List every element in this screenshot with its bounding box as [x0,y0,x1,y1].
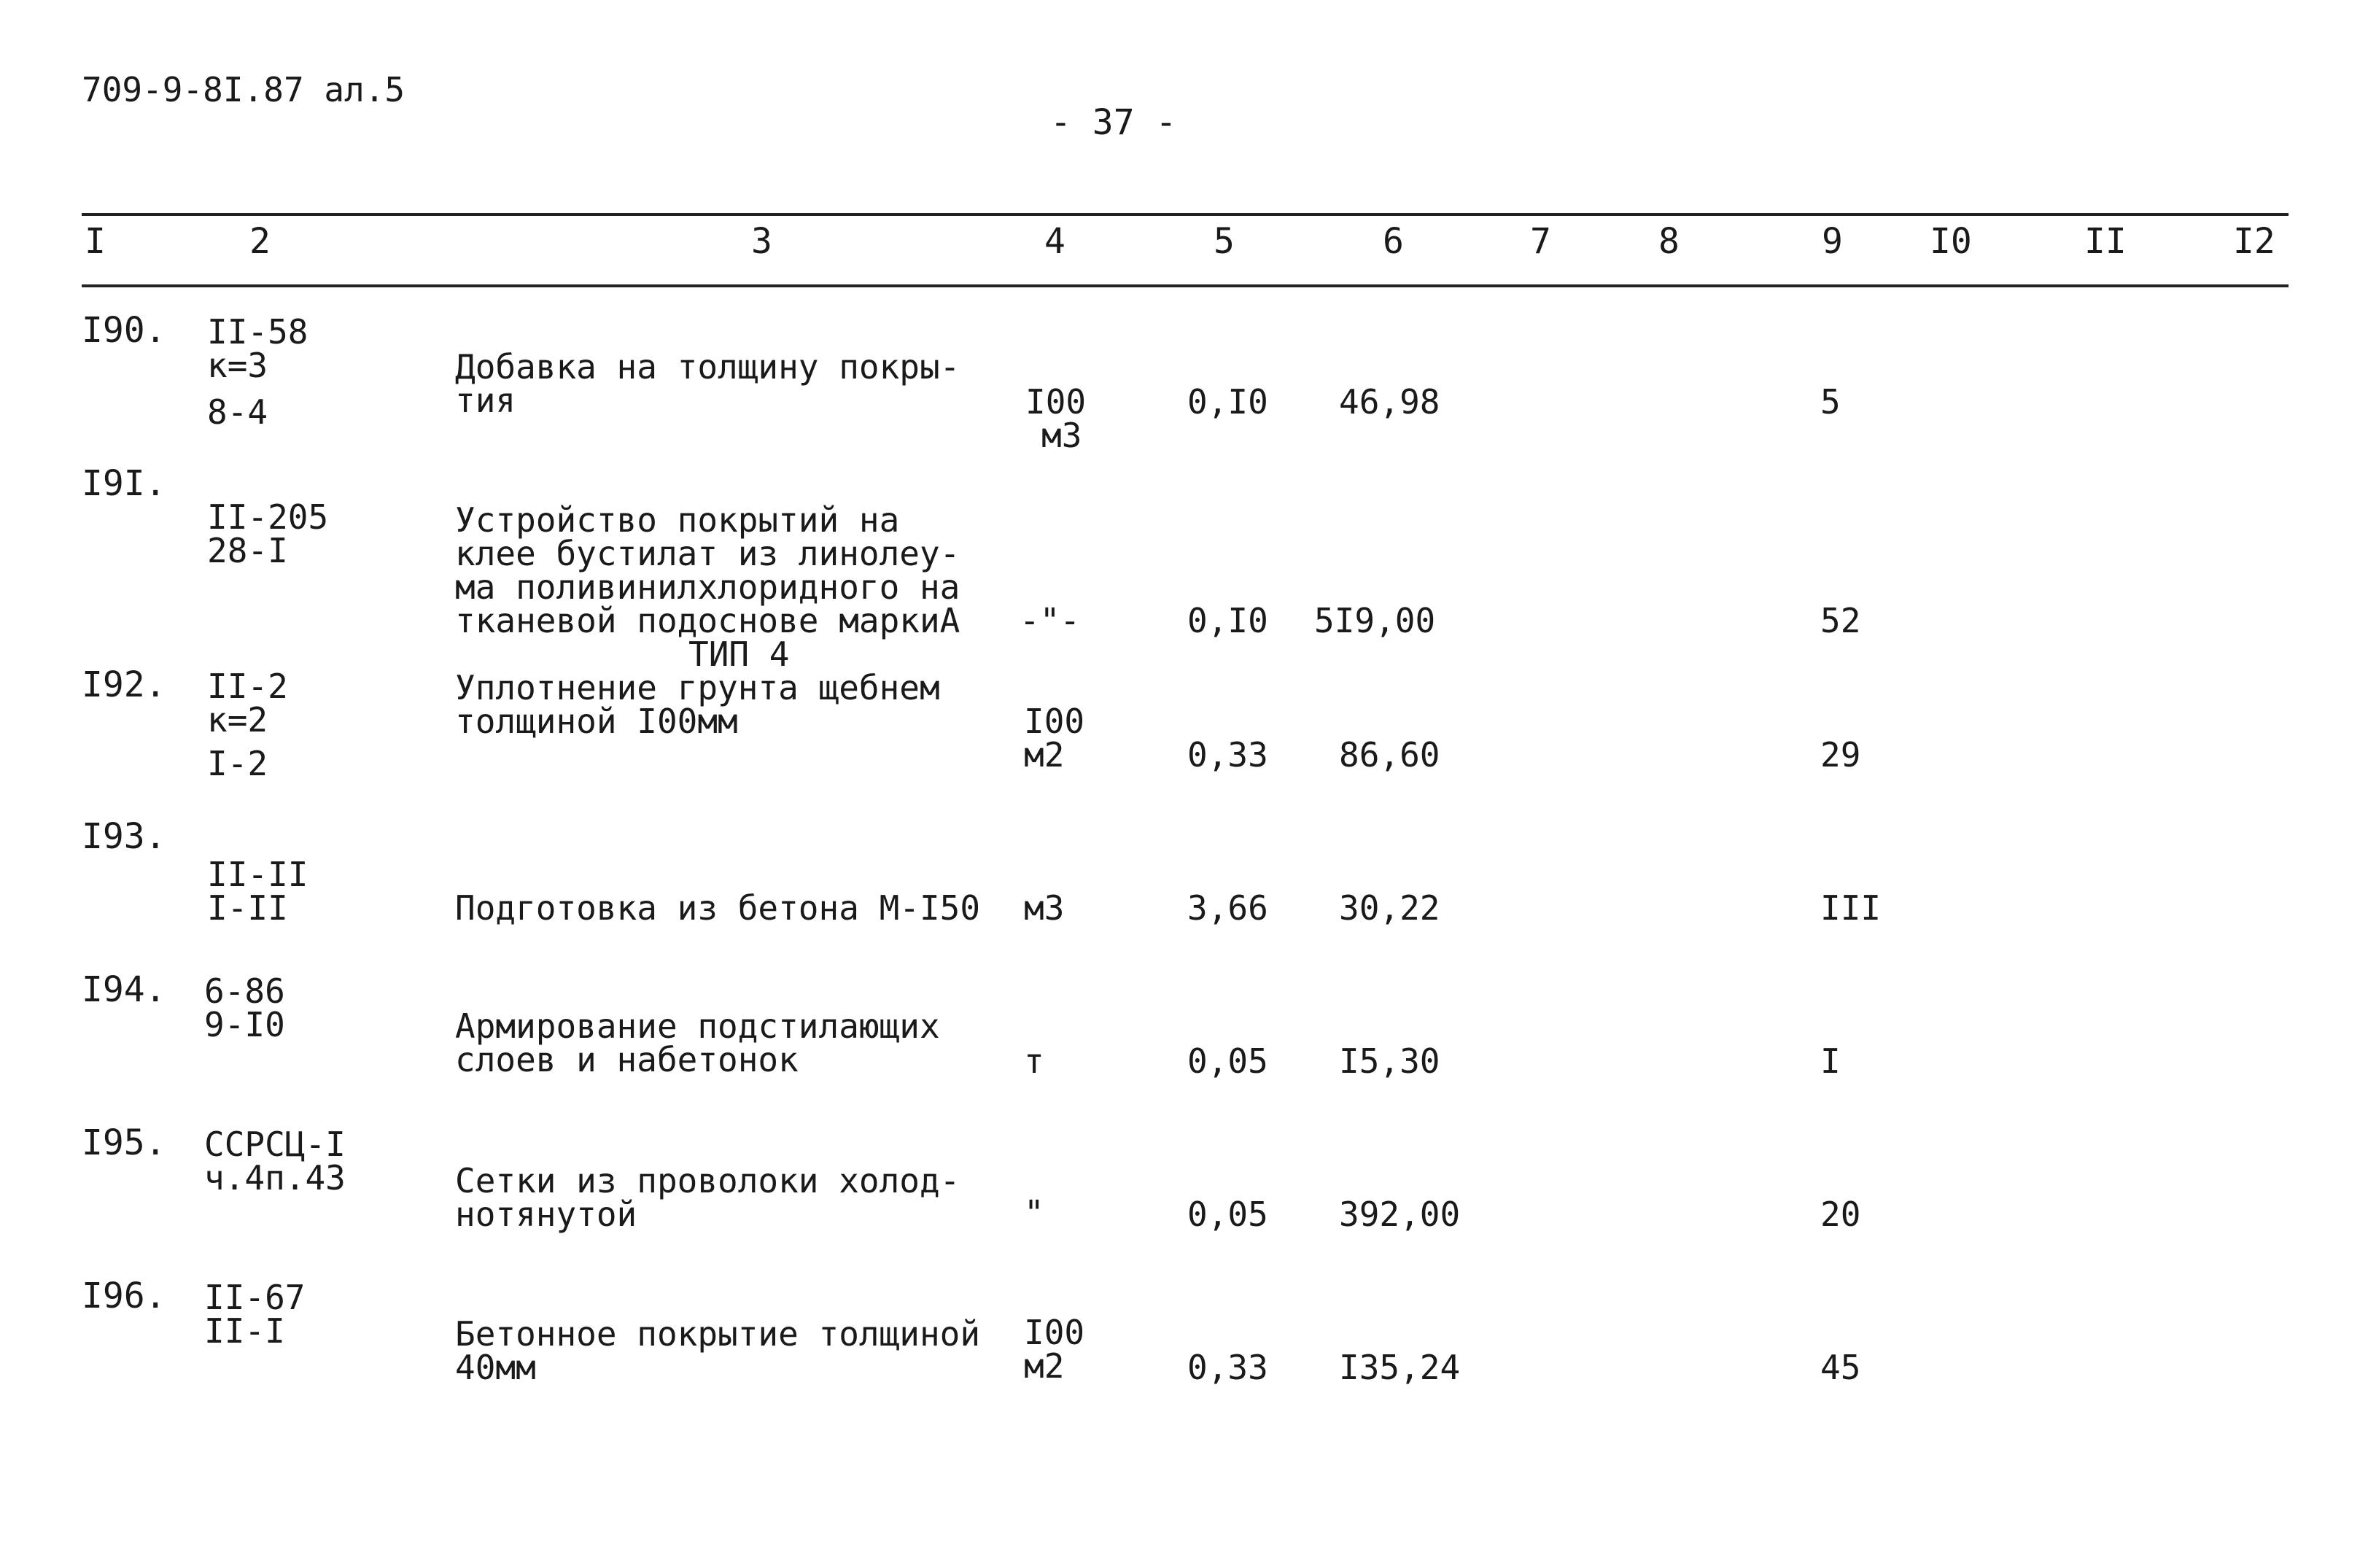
row-price: 46,98 [1339,382,1440,422]
row-number: I92. [82,664,166,705]
row-column-9: 5 [1820,382,1841,422]
column-header-1: I [85,221,106,262]
row-reference-line: II-58 [207,312,308,352]
row-description-line: тия [455,381,516,420]
column-header-12: I2 [2233,221,2275,262]
row-quantity: 3,66 [1187,888,1268,928]
row-description-line: слоев и набетонок [455,1040,799,1079]
row-quantity: 0,I0 [1187,601,1268,640]
row-description-line: Сетки из проволоки холод- [455,1161,960,1200]
row-price: I35,24 [1339,1348,1461,1387]
row-reference-line: 6-86 [204,971,285,1011]
row-unit-line: I00 [1024,702,1085,741]
row-description-line: клее бустилат из линолеу- [455,534,960,573]
row-reference-line: к=3 [207,346,268,385]
row-reference-line: II-67 [204,1278,306,1317]
row-description-line: нотянутой [455,1195,637,1234]
row-unit-line: " [1024,1193,1044,1233]
row-reference-line: I-2 [207,744,268,783]
row-unit-line: -"- [1020,601,1081,640]
column-header-3: 3 [751,221,772,262]
row-quantity: 0,I0 [1187,382,1268,422]
row-unit-line: м2 [1024,735,1065,775]
row-reference-line: 9-I0 [204,1005,285,1044]
column-header-11: II [2084,221,2127,262]
row-price: 86,60 [1339,735,1440,775]
row-number: I93. [82,816,166,857]
row-number: I96. [82,1276,166,1316]
row-quantity: 0,33 [1187,735,1268,775]
row-description-line: Подготовка из бетона М-I50 [455,888,981,928]
row-column-9: 20 [1820,1195,1861,1234]
row-unit-line: I00 [1025,382,1087,422]
row-description-line: тканевой подоснове маркиА [455,601,960,640]
row-column-9: 52 [1820,601,1861,640]
row-number: I9I. [82,463,166,504]
row-reference-line: II-I [204,1311,285,1351]
row-reference-line: II-2 [207,667,288,706]
row-column-9: 45 [1820,1348,1861,1387]
column-header-10: I0 [1930,221,1972,262]
row-price: 5I9,00 [1314,601,1436,640]
column-header-5: 5 [1214,221,1235,262]
row-reference-line: 28-I [207,531,288,570]
row-column-9: III [1820,888,1882,928]
document-code: 709-9-8I.87 ал.5 [82,70,405,109]
column-header-9: 9 [1822,221,1843,262]
row-price: I5,30 [1339,1041,1440,1081]
column-header-2: 2 [249,221,271,262]
row-quantity: 0,33 [1187,1348,1268,1387]
column-header-4: 4 [1044,221,1065,262]
column-header-8: 8 [1658,221,1680,262]
row-unit-line: т [1024,1041,1044,1081]
row-quantity: 0,05 [1187,1195,1268,1234]
row-reference-line: к=2 [207,700,268,740]
row-description-line: Добавка на толщину покры- [455,347,960,387]
row-price: 30,22 [1339,888,1440,928]
row-description-line: ма поливинилхлоридного на [455,567,960,607]
row-unit-line: м3 [1024,888,1065,928]
row-reference-line: II-II [207,855,308,894]
page-number: - 37 - [1050,102,1177,143]
row-column-9: 29 [1820,735,1861,775]
row-description-line: Устройство покрытий на [455,500,900,540]
column-header-7: 7 [1530,221,1551,262]
row-reference-line: 8-4 [207,392,268,432]
row-description-line: 40мм [455,1348,536,1387]
row-number: I90. [82,310,166,351]
table-top-rule [82,213,2289,216]
row-number: I95. [82,1122,166,1163]
row-unit-line: I00 [1024,1313,1085,1352]
row-unit-line: м3 [1041,416,1082,455]
row-reference-line: I-II [207,888,288,928]
row-description-line: Бетонное покрытие толщиной [455,1314,981,1354]
row-reference-line: ч.4п.43 [204,1158,346,1198]
row-description-line: толщиной I00мм [455,702,738,741]
row-description-line: ТИП 4 [688,634,790,674]
column-header-6: 6 [1383,221,1404,262]
row-quantity: 0,05 [1187,1041,1268,1081]
row-reference-line: II-205 [207,497,329,537]
table-header-rule [82,284,2289,287]
row-column-9: I [1820,1041,1841,1081]
row-number: I94. [82,969,166,1010]
row-reference-line: ССРСЦ-I [204,1125,346,1164]
row-unit-line: м2 [1024,1346,1065,1386]
row-description-line: Армирование подстилающих [455,1006,940,1046]
row-price: 392,00 [1339,1195,1461,1234]
row-description-line: Уплотнение грунта щебнем [455,668,940,707]
